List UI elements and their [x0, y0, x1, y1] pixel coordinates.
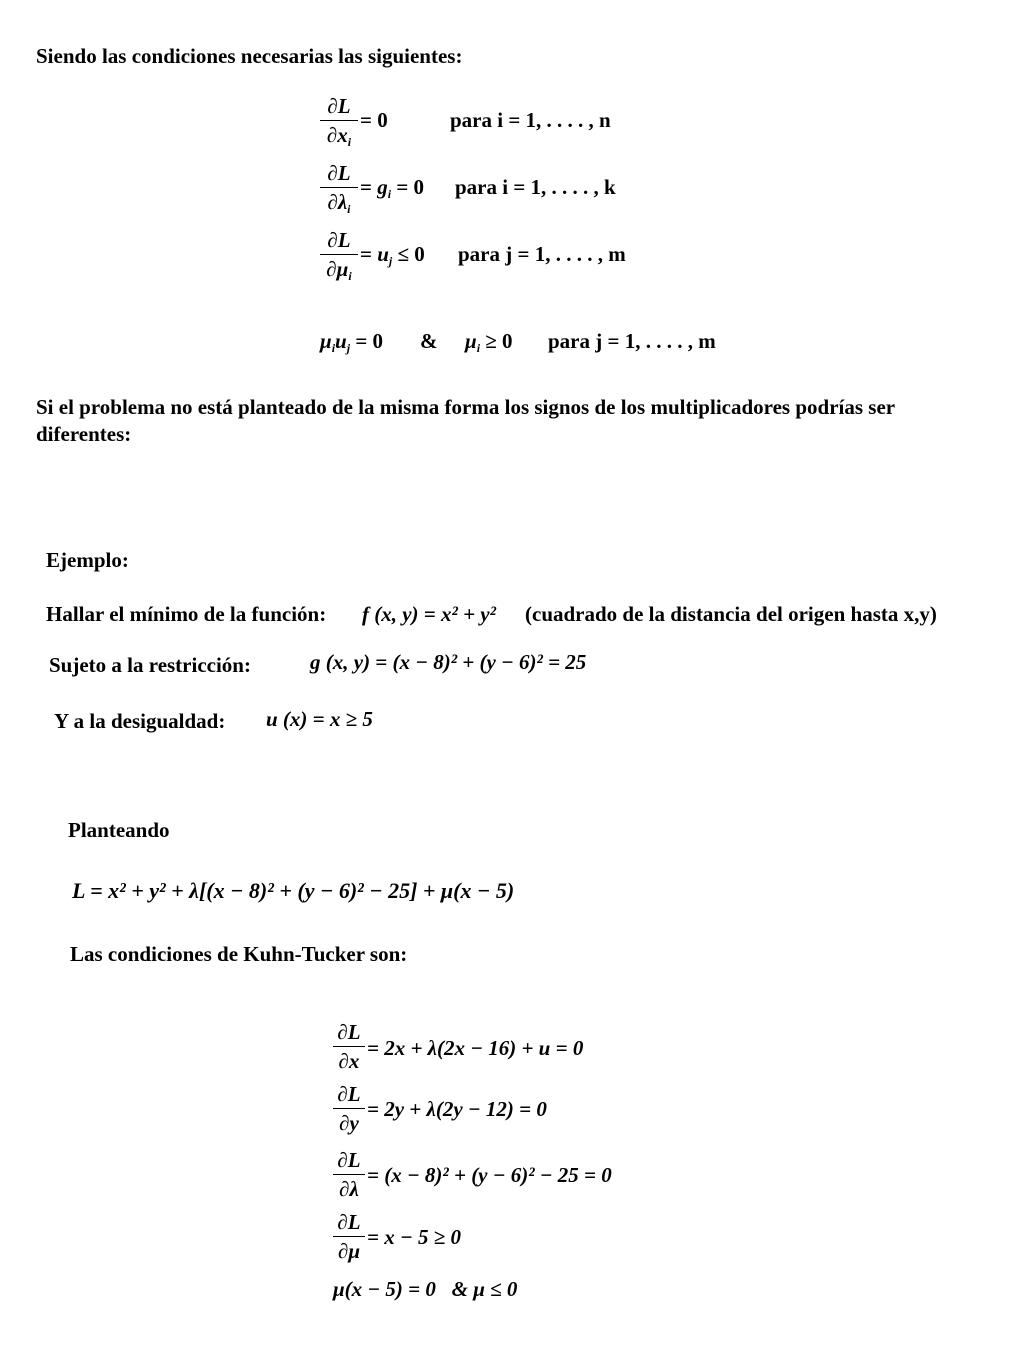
kt-fraction-mu	[333, 1210, 365, 1263]
fraction-bar	[320, 120, 358, 121]
cond3-range: para j = 1, . . . . , m	[458, 242, 626, 266]
objective-label: Hallar el mínimo de la función:	[46, 602, 327, 626]
cond1-range: para i = 1, . . . . , n	[450, 108, 611, 132]
kt-fraction-lambda	[333, 1148, 365, 1201]
intro-text: Siendo las condiciones necesarias las siguientes:	[36, 44, 463, 68]
cond1-rhs: = 0	[360, 108, 388, 132]
cond1-fraction	[320, 94, 358, 154]
ampersand: &	[420, 329, 438, 353]
fraction-bar	[333, 1108, 365, 1109]
constraint-label: Sujeto a la restricción:	[49, 653, 251, 677]
cond2-range: para i = 1, . . . . , k	[455, 175, 616, 199]
objective-expression: f (x, y) = x² + y²	[362, 602, 496, 626]
inequality-label: Y a la desigualdad:	[54, 709, 226, 733]
cond2-rhs: = $g_i = 0$	[360, 175, 425, 201]
cond1-denominator: $\partial x_i$	[326, 123, 352, 149]
cond3-fraction	[320, 228, 358, 288]
cond3-denominator: $\partial\mu_i$	[326, 257, 352, 283]
fraction-bar	[333, 1236, 365, 1237]
inequality-expression: u (x) = x ≥ 5	[266, 707, 373, 731]
kt-denominator: ∂μ	[337, 1239, 361, 1263]
kt-complementary: μ(x − 5) = 0 & μ ≤ 0	[333, 1277, 518, 1301]
comp-range: para j = 1, . . . . , m	[548, 329, 716, 353]
setup-heading: Planteando	[68, 818, 170, 842]
kt-rhs-x: = 2x + λ(2x − 16) + u = 0	[367, 1036, 584, 1060]
kt-denominator: ∂λ	[339, 1177, 359, 1201]
kt-numerator: ∂L	[337, 1020, 361, 1044]
fraction-bar	[333, 1174, 365, 1175]
objective-note: (cuadrado de la distancia del origen hasta x,y)	[525, 602, 937, 626]
kt-numerator: ∂L	[337, 1210, 361, 1234]
kt-rhs-lambda: = (x − 8)² + (y − 6)² − 25 = 0	[367, 1163, 612, 1187]
example-heading: Ejemplo:	[46, 548, 129, 572]
kt-rhs-mu: = x − 5 ≥ 0	[367, 1225, 461, 1249]
cond2-fraction	[320, 161, 358, 221]
cond3-numerator: ∂L	[327, 228, 351, 252]
cond1-numerator: ∂L	[327, 94, 351, 118]
complementary-slackness: $\mu_iu_j = 0$	[320, 329, 384, 355]
kt-rhs-y: = 2y + λ(2y − 12) = 0	[367, 1097, 547, 1121]
cond2-denominator: $\partial\lambda_i$	[327, 190, 351, 216]
mu-nonnegative: $\mu_i \ge 0$	[465, 329, 513, 355]
fraction-bar	[333, 1046, 365, 1047]
fraction-bar	[320, 187, 358, 188]
kt-numerator: ∂L	[337, 1082, 361, 1106]
kt-numerator: ∂L	[337, 1148, 361, 1172]
cond3-rhs: = $u_j \le 0$	[360, 242, 425, 268]
cond2-numerator: ∂L	[327, 161, 351, 185]
note-paragraph: Si el problema no está planteado de la misma forma los signos de los multiplicadores podrías ser diferentes:	[36, 395, 895, 446]
kt-denominator: ∂x	[338, 1049, 360, 1073]
lagrangian-expression: L = x² + y² + λ[(x − 8)² + (y − 6)² − 25] + μ(x − 5)	[72, 878, 515, 903]
kt-denominator: ∂y	[339, 1111, 359, 1135]
kt-fraction-y	[333, 1082, 365, 1135]
fraction-bar	[320, 254, 358, 255]
constraint-expression: g (x, y) = (x − 8)² + (y − 6)² = 25	[310, 650, 587, 674]
kt-heading: Las condiciones de Kuhn-Tucker son:	[70, 942, 408, 966]
kt-fraction-x	[333, 1020, 365, 1073]
